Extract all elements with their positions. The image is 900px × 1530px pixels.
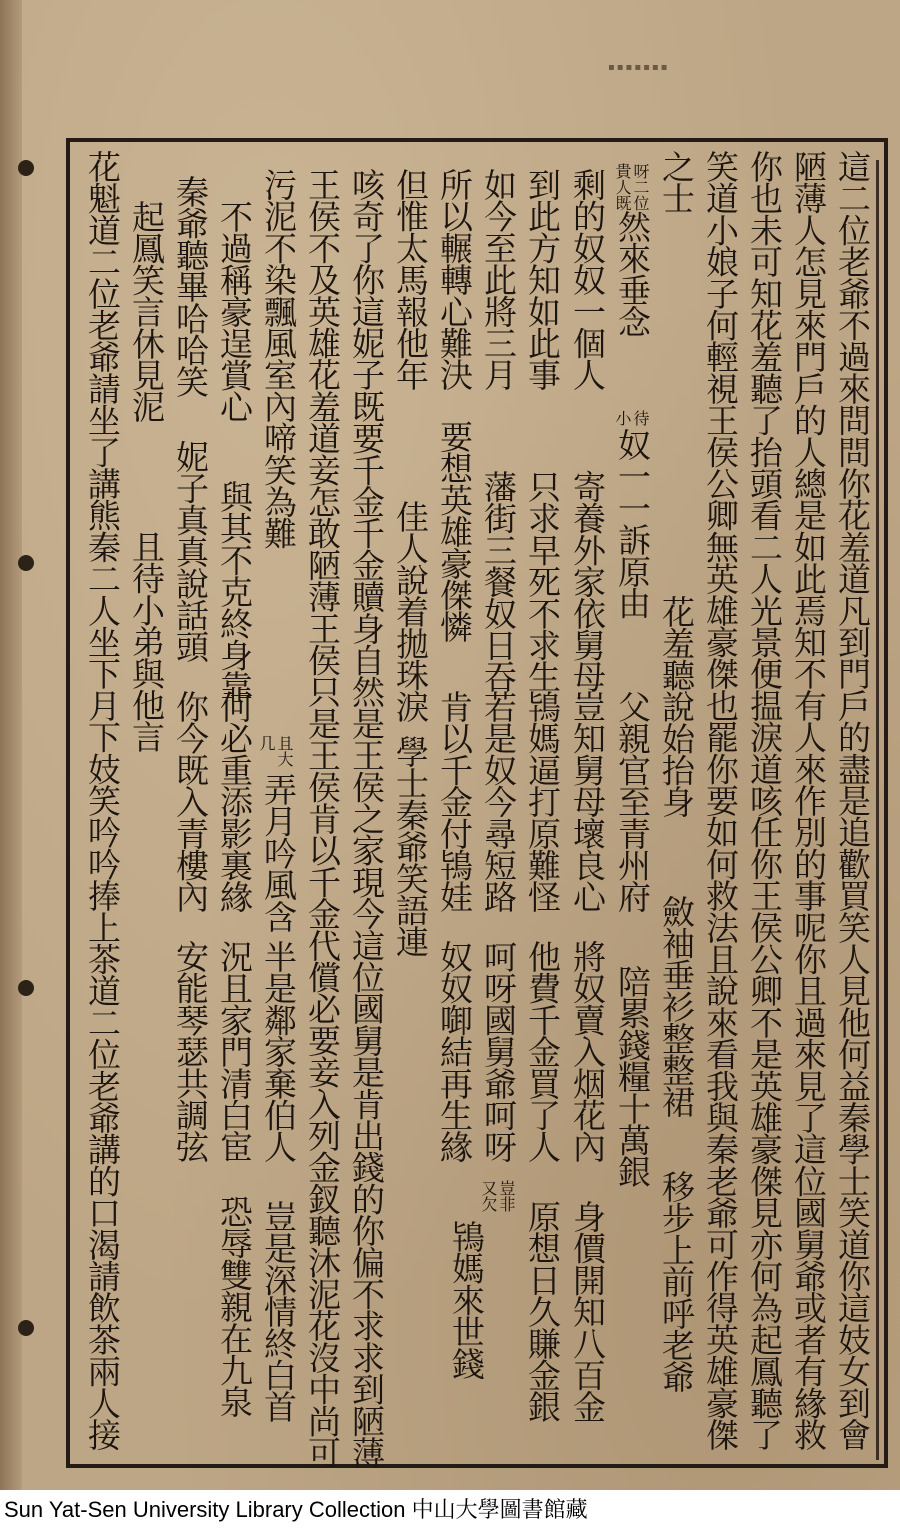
verse-line: 藩街三餐奴日吞 bbox=[479, 470, 518, 692]
binding-hole bbox=[18, 160, 34, 176]
verse-line: 況且家門清白宦 bbox=[215, 940, 254, 1162]
inline-note: 几 bbox=[257, 735, 276, 751]
binding-hole bbox=[18, 555, 34, 571]
verse-line: 身價開知八百金 bbox=[568, 1200, 607, 1422]
verse-line: 豈知舅母壞良心 bbox=[568, 690, 607, 912]
verse-line: 寄養外家依舅母 bbox=[568, 470, 607, 692]
verse-line: 半是鄰家棄伯人 bbox=[259, 940, 298, 1162]
verse-line: 但惟太馬報他年 bbox=[391, 168, 430, 390]
verse-line: 妮子真真說話頭 bbox=[171, 440, 210, 662]
library-caption: Sun Yat-Sen University Library Collection 中山大學圖書館藏 bbox=[0, 1490, 900, 1530]
text-column: 這二位老爺不過來問問你花羞道凡到門戶的盡是追歡買笑人見他何益秦學士笑道你這妓女到會 bbox=[833, 150, 872, 1450]
verse-line: 起鳳笑言休見泥 bbox=[127, 200, 166, 422]
verse-line: 父親官至青州府 bbox=[613, 690, 652, 912]
verse-line: 呵呀國舅爺呵呀 bbox=[479, 940, 518, 1162]
verse-line: 佳人說着拋珠淚 bbox=[391, 500, 430, 722]
inline-note: 呀二位 bbox=[631, 163, 650, 211]
verse-line: 學士秦爺笑語連 bbox=[391, 735, 430, 957]
inline-note: 豈非 bbox=[497, 1180, 516, 1212]
binding-hole bbox=[18, 980, 34, 996]
verse-line: 且待小弟與他言 bbox=[127, 530, 166, 752]
text-column: 你也未可知花羞聽了抬頭看二人光景便揾淚道咳任你王侯公卿不是英雄豪傑見亦何為起鳳聽了 bbox=[745, 150, 784, 1450]
inline-note: 小 bbox=[613, 410, 632, 426]
verse-line: 花羞聽說始抬身 bbox=[657, 595, 696, 817]
inline-note: 又欠 bbox=[479, 1180, 498, 1212]
verse-line: 如今至此將三月 bbox=[479, 168, 518, 390]
verse-line: 污泥不染飄風室內啼笑為難 bbox=[259, 168, 298, 549]
verse-line: 移步上前呼老爺 bbox=[657, 1170, 696, 1392]
verse-line: 所以輾轉心難決 bbox=[435, 168, 474, 390]
verse-line: 何必重添影裏緣 bbox=[215, 690, 254, 912]
verse-line: 鴇媽來世錢 bbox=[447, 1220, 486, 1379]
verse-line: 陪累錢糧十萬銀 bbox=[613, 965, 652, 1187]
verse-line: 若是奴今尋短路 bbox=[479, 690, 518, 912]
verse-line: 奴一一訴原由 bbox=[613, 428, 652, 619]
verse-line: 弄月吟風含 bbox=[259, 773, 298, 932]
text-column: 咳奇了你這妮子既要千金千金贖身自然是王侯之家現今這位國舅是肯出錢的你偏不求求到陋薄 bbox=[347, 168, 386, 1468]
verse-line: 鴇媽逼打原難怪 bbox=[523, 690, 562, 912]
binding-hole bbox=[18, 1320, 34, 1336]
verse-line: 豈是深情終白首 bbox=[259, 1200, 298, 1422]
verse-line: 秦爺聽畢哈哈笑 bbox=[171, 175, 210, 397]
verse-line: 奴奴啣結再生緣 bbox=[435, 940, 474, 1162]
inline-note: 且大 bbox=[275, 735, 294, 767]
text-column: 笑道小娘子何輕視王侯公卿無英雄豪傑也罷你要如何救法且說來看我與秦老爺可作得英雄豪傑 bbox=[701, 150, 740, 1450]
verse-line: 原想日久賺金銀 bbox=[523, 1200, 562, 1422]
page-binding-edge bbox=[0, 0, 22, 1490]
verse-line: 恐辱雙親在九泉 bbox=[215, 1195, 254, 1417]
verse-line: 只求早死不求生 bbox=[523, 470, 562, 692]
frame-right-rule bbox=[876, 160, 879, 1460]
verse-line: 剩的奴奴一個人 bbox=[568, 168, 607, 390]
verse-line: 安能琴瑟共調弦 bbox=[171, 940, 210, 1162]
verse-line: 斂袖垂衫整整裙 bbox=[657, 895, 696, 1117]
verse-line: 然來垂念 bbox=[613, 210, 652, 337]
text-column: 花魁道二位老爺請坐了講熊秦二人坐下月下妓笑吟吟捧上茶道二位老爺講的口渴請飲茶兩人接 bbox=[83, 150, 122, 1450]
verse-line: 將奴賣入烟花內 bbox=[568, 940, 607, 1162]
verse-line: 要想英雄豪傑憐 bbox=[435, 420, 474, 642]
verse-line: 不過稱豪逞賞心 bbox=[215, 200, 254, 422]
text-column: 陋薄人怎見來門戶的人總是如此焉知不有人來作別的事呢你且過來見了這位國舅爺或者有緣救 bbox=[789, 150, 828, 1450]
verse-line: 到此方知如此事 bbox=[523, 168, 562, 390]
verse-line: 你今既入青樓內 bbox=[171, 690, 210, 912]
ink-speckles: ▪▪▪▪▪▪▪ bbox=[608, 62, 670, 73]
verse-line: 與其不克終身靠 bbox=[215, 480, 254, 702]
verse-line: 他費千金買了人 bbox=[523, 940, 562, 1162]
inline-note: 貴人既 bbox=[613, 163, 632, 211]
text-column: 王侯不及英雄花羞道妾怎敢陋薄王侯只是王侯肯以千金代償必要妾入列金釵聽沐泥花沒中尚可 bbox=[303, 168, 342, 1468]
verse-line: 肯以千金付鴇娃 bbox=[435, 690, 474, 912]
inline-note: 待 bbox=[631, 410, 650, 426]
text-column: 之士 bbox=[657, 150, 696, 214]
